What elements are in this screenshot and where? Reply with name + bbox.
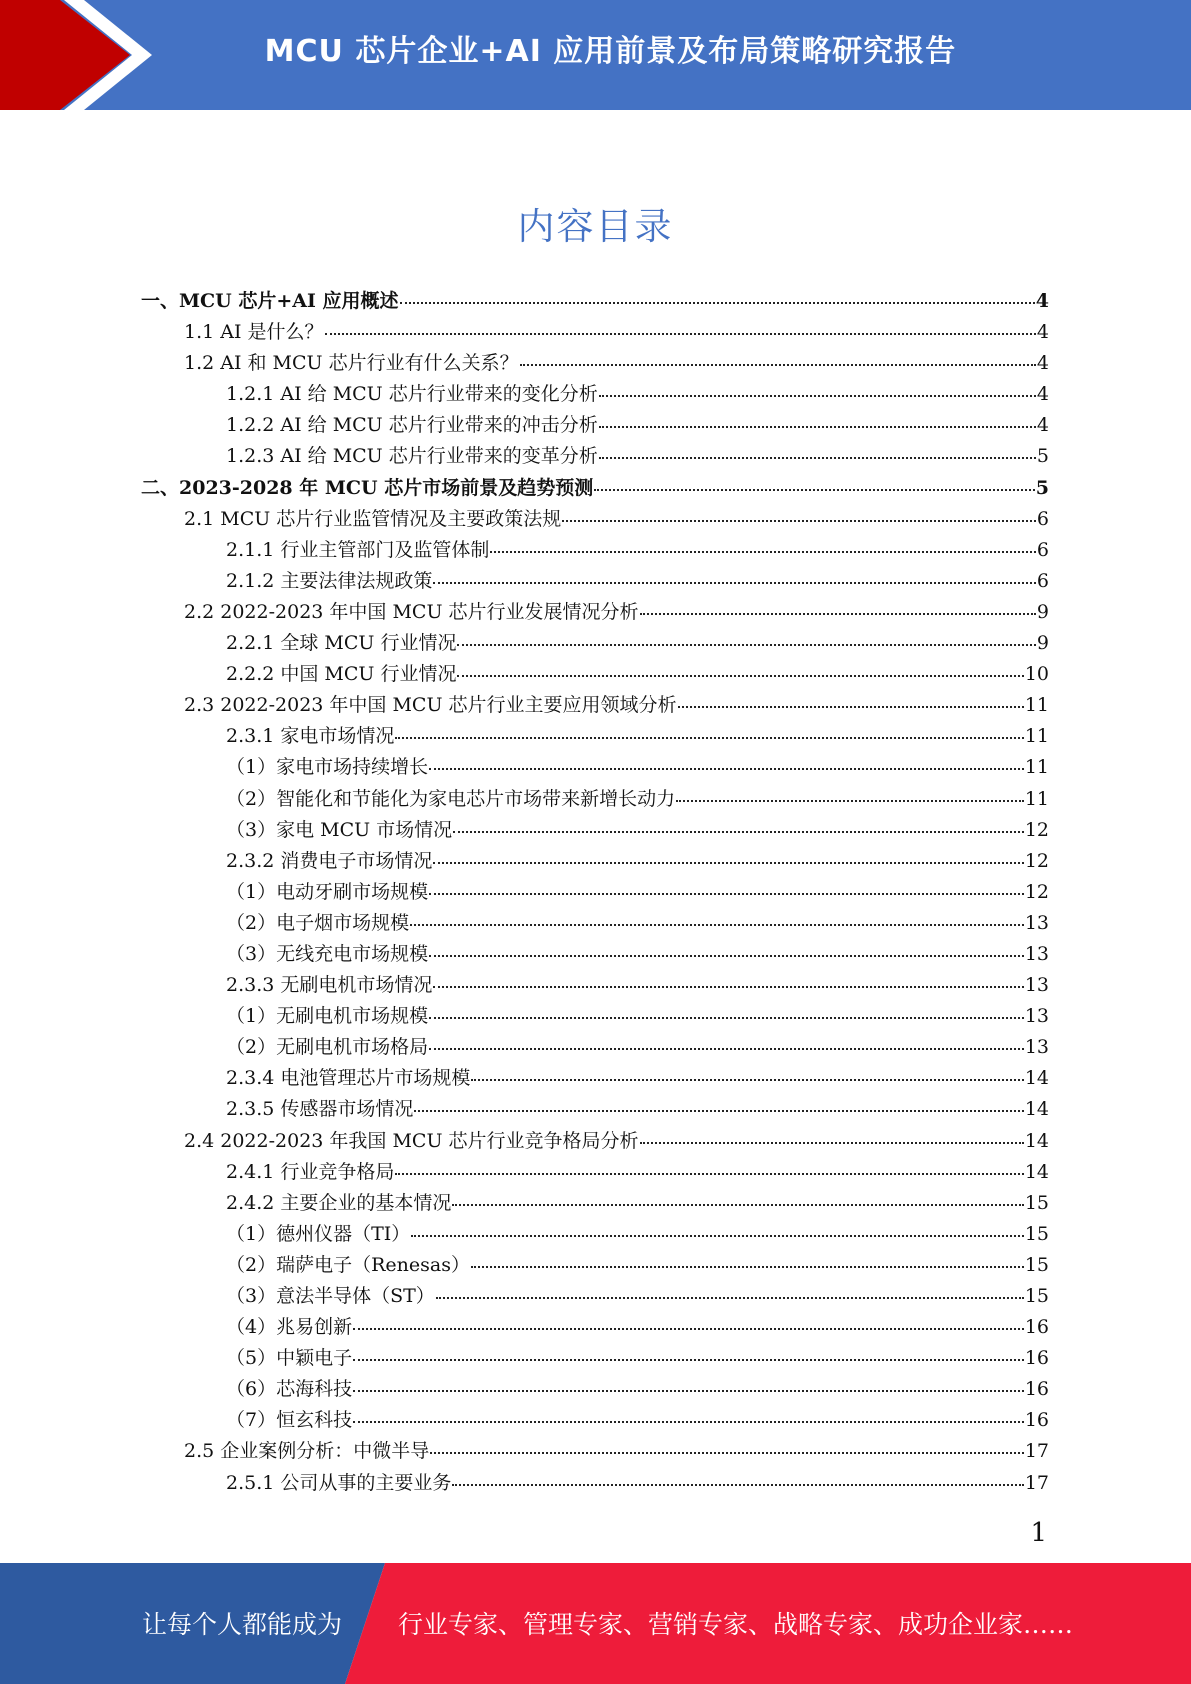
toc-entry-page: 4 — [1035, 290, 1049, 312]
toc-entry[interactable] — [141, 1343, 1049, 1374]
toc-entry[interactable] — [141, 348, 1049, 379]
toc-dot-leader — [433, 862, 1023, 864]
toc-entry-page: 10 — [1024, 663, 1049, 686]
toc-entry-page: 4 — [1036, 352, 1049, 375]
toc-dot-leader — [599, 395, 1036, 397]
toc-entry[interactable] — [141, 628, 1049, 659]
toc-dot-leader — [471, 1266, 1024, 1268]
toc-entry-title: 2.1.1 行业主管部门及监管体制 — [226, 538, 490, 561]
toc-dot-leader — [457, 675, 1023, 677]
toc-dot-leader — [395, 1173, 1023, 1175]
toc-entry-title: 1.2.1 AI 给 MCU 芯片行业带来的变化分析 — [226, 383, 598, 406]
toc-dot-leader — [471, 1079, 1023, 1081]
toc-entry[interactable] — [141, 877, 1049, 908]
toc-entry-page: 17 — [1024, 1471, 1049, 1494]
toc-entry-page: 13 — [1024, 942, 1049, 965]
toc-entry-page: 12 — [1024, 818, 1049, 841]
toc-entry[interactable] — [141, 815, 1049, 846]
toc-dot-leader — [414, 1110, 1023, 1112]
toc-entry-title: （1）家电市场持续增长 — [226, 756, 429, 779]
toc-entry[interactable] — [141, 690, 1049, 721]
toc-entry-title: 2.3.5 传感器市场情况 — [226, 1098, 414, 1121]
toc-entry-page: 12 — [1024, 880, 1049, 903]
toc-dot-leader — [457, 644, 1035, 646]
toc-entry-title: （3）家电 MCU 市场情况 — [226, 818, 453, 841]
toc-entry-title: 1.2.3 AI 给 MCU 芯片行业带来的变革分析 — [226, 445, 598, 468]
toc-dot-leader — [429, 768, 1024, 770]
toc-entry[interactable] — [141, 1281, 1049, 1312]
toc-entry-page: 17 — [1024, 1440, 1049, 1463]
toc-entry-title: 2.5.1 公司从事的主要业务 — [226, 1471, 452, 1494]
toc-entry[interactable] — [141, 659, 1049, 690]
toc-dot-leader — [411, 1235, 1024, 1237]
toc-entry-title: 2.3.3 无刷电机市场情况 — [226, 974, 433, 997]
report-title: MCU 芯片企业+AI 应用前景及布局策略研究报告 — [264, 34, 957, 69]
toc-entry[interactable] — [141, 504, 1049, 535]
header-red-arrow — [0, 0, 130, 110]
toc-entry-page: 13 — [1024, 911, 1049, 934]
toc-entry-page: 11 — [1024, 725, 1049, 748]
toc-dot-leader — [433, 986, 1023, 988]
toc-entry-title: （2）瑞萨电子（Renesas） — [226, 1253, 470, 1276]
toc-entry-title: 1.2 AI 和 MCU 芯片行业有什么关系？ — [184, 352, 519, 375]
toc-entry-page: 13 — [1024, 1005, 1049, 1028]
toc-entry[interactable] — [141, 473, 1049, 504]
toc-entry-title: 2.3.1 家电市场情况 — [226, 725, 395, 748]
toc-dot-leader — [353, 1421, 1024, 1423]
toc-entry-page: 16 — [1024, 1316, 1049, 1339]
toc-entry[interactable] — [141, 410, 1049, 441]
toc-entry[interactable] — [141, 784, 1049, 815]
toc-dot-leader — [436, 1297, 1024, 1299]
toc-entry[interactable] — [141, 1001, 1049, 1032]
toc-entry-title: 2.2.1 全球 MCU 行业情况 — [226, 632, 457, 655]
toc-entry[interactable] — [141, 1157, 1049, 1188]
toc-entry-page: 16 — [1024, 1378, 1049, 1401]
toc-entry-page: 14 — [1024, 1098, 1049, 1121]
footer-banner — [0, 1563, 1191, 1684]
toc-entry-title: （7）恒玄科技 — [226, 1409, 353, 1432]
toc-entry-page: 11 — [1024, 756, 1049, 779]
toc-entry[interactable] — [141, 441, 1049, 472]
toc-dot-leader — [429, 955, 1024, 957]
table-of-contents — [141, 286, 1049, 1499]
toc-entry-title: 2.5 企业案例分析：中微半导 — [184, 1440, 430, 1463]
toc-entry[interactable] — [141, 1374, 1049, 1405]
toc-entry-title: （2）电子烟市场规模 — [226, 911, 410, 934]
toc-entry-page: 15 — [1024, 1191, 1049, 1214]
toc-dot-leader — [599, 457, 1036, 459]
toc-entry[interactable] — [141, 721, 1049, 752]
toc-dot-leader — [640, 613, 1036, 615]
toc-entry-page: 13 — [1024, 1036, 1049, 1059]
toc-entry[interactable] — [141, 286, 1049, 317]
toc-entry-page: 15 — [1024, 1222, 1049, 1245]
toc-entry-title: 1.2.2 AI 给 MCU 芯片行业带来的冲击分析 — [226, 414, 598, 437]
toc-entry[interactable] — [141, 379, 1049, 410]
toc-entry-page: 9 — [1036, 600, 1049, 623]
toc-entry-title: 2.2 2022-2023 年中国 MCU 芯片行业发展情况分析 — [184, 600, 639, 623]
toc-entry-page: 13 — [1024, 974, 1049, 997]
toc-entry[interactable] — [141, 752, 1049, 783]
toc-dot-leader — [594, 489, 1035, 491]
toc-dot-leader — [353, 1390, 1024, 1392]
toc-entry-title: （6）芯海科技 — [226, 1378, 353, 1401]
toc-dot-leader — [452, 1204, 1023, 1206]
toc-dot-leader — [325, 333, 1036, 335]
toc-entry-title: （1）电动牙刷市场规模 — [226, 880, 429, 903]
toc-dot-leader — [520, 364, 1036, 366]
toc-entry-page: 15 — [1024, 1285, 1049, 1307]
toc-entry-title: 2.3 2022-2023 年中国 MCU 芯片行业主要应用领域分析 — [184, 694, 677, 717]
toc-dot-leader — [452, 1484, 1023, 1486]
toc-entry[interactable] — [141, 1405, 1049, 1436]
toc-entry-page: 9 — [1036, 632, 1049, 655]
footer-slogan-right: 行业专家、管理专家、营销专家、战略专家、成功企业家…… — [398, 1610, 1074, 1639]
toc-entry-title: （3）意法半导体（ST） — [226, 1285, 435, 1307]
toc-heading: 内容目录 — [517, 205, 674, 248]
toc-entry-title: 2.3.4 电池管理芯片市场规模 — [226, 1067, 471, 1090]
toc-entry-title: 一、MCU 芯片+AI 应用概述 — [141, 290, 399, 312]
toc-entry[interactable] — [141, 846, 1049, 877]
toc-entry-page: 16 — [1024, 1409, 1049, 1432]
toc-entry[interactable] — [141, 1436, 1049, 1467]
toc-entry-title: 2.2.2 中国 MCU 行业情况 — [226, 663, 457, 686]
toc-entry[interactable] — [141, 317, 1049, 348]
toc-entry-title: （2）智能化和节能化为家电芯片市场带来新增长动力 — [226, 787, 676, 810]
toc-entry-page: 12 — [1024, 849, 1049, 872]
toc-dot-leader — [429, 893, 1024, 895]
toc-dot-leader — [676, 800, 1024, 802]
toc-entry-title: 2.1 MCU 芯片行业监管情况及主要政策法规 — [184, 507, 562, 530]
toc-entry[interactable] — [141, 1126, 1049, 1157]
toc-entry-page: 6 — [1036, 507, 1049, 530]
toc-entry[interactable] — [141, 1063, 1049, 1094]
toc-entry[interactable] — [141, 908, 1049, 939]
toc-dot-leader — [410, 924, 1024, 926]
toc-entry-page: 5 — [1035, 476, 1049, 499]
toc-dot-leader — [433, 582, 1036, 584]
toc-entry-title: （5）中颖电子 — [226, 1347, 353, 1370]
toc-entry[interactable] — [141, 597, 1049, 628]
toc-entry[interactable] — [141, 939, 1049, 970]
toc-dot-leader — [429, 1017, 1024, 1019]
toc-entry-title: 2.4.1 行业竞争格局 — [226, 1160, 395, 1183]
toc-dot-leader — [678, 706, 1024, 708]
toc-entry-title: 2.1.2 主要法律法规政策 — [226, 569, 433, 592]
toc-dot-leader — [490, 551, 1036, 553]
page-number: 1 — [1030, 1518, 1047, 1548]
toc-entry-page: 4 — [1036, 321, 1049, 344]
toc-entry-page: 4 — [1036, 383, 1049, 406]
toc-entry[interactable] — [141, 1468, 1049, 1499]
toc-entry[interactable] — [141, 1250, 1049, 1281]
toc-entry-page: 5 — [1036, 445, 1049, 468]
toc-entry[interactable] — [141, 1094, 1049, 1125]
toc-entry-page: 6 — [1036, 569, 1049, 592]
toc-entry[interactable] — [141, 566, 1049, 597]
toc-entry-title: （2）无刷电机市场格局 — [226, 1036, 429, 1059]
toc-entry-title: （1）德州仪器（TI） — [226, 1222, 411, 1245]
toc-dot-leader — [395, 737, 1023, 739]
toc-dot-leader — [353, 1328, 1024, 1330]
toc-dot-leader — [430, 1452, 1024, 1454]
toc-entry-page: 15 — [1024, 1253, 1049, 1276]
toc-entry-title: （4）兆易创新 — [226, 1316, 353, 1339]
toc-entry-page: 11 — [1024, 694, 1049, 717]
toc-entry-title: 1.1 AI 是什么？ — [184, 321, 324, 344]
toc-entry-title: （1）无刷电机市场规模 — [226, 1005, 429, 1028]
toc-entry-title: 二、2023-2028 年 MCU 芯片市场前景及趋势预测 — [141, 476, 594, 499]
toc-dot-leader — [400, 302, 1035, 304]
toc-entry-page: 14 — [1024, 1067, 1049, 1090]
footer-slogan-left: 让每个人都能成为 — [142, 1610, 343, 1639]
toc-entry[interactable] — [141, 1219, 1049, 1250]
toc-entry[interactable] — [141, 970, 1049, 1001]
toc-dot-leader — [599, 426, 1036, 428]
toc-entry-title: （3）无线充电市场规模 — [226, 942, 429, 965]
toc-entry-page: 14 — [1024, 1129, 1049, 1152]
toc-entry-page: 14 — [1024, 1160, 1049, 1183]
header-banner — [0, 0, 1191, 110]
toc-entry-page: 11 — [1024, 787, 1049, 810]
toc-dot-leader — [453, 831, 1024, 833]
toc-entry-title: 2.4 2022-2023 年我国 MCU 芯片行业竞争格局分析 — [184, 1129, 639, 1152]
toc-entry-page: 6 — [1036, 538, 1049, 561]
toc-dot-leader — [640, 1142, 1024, 1144]
toc-entry-title: 2.4.2 主要企业的基本情况 — [226, 1191, 452, 1214]
toc-dot-leader — [353, 1359, 1024, 1361]
toc-entry-page: 4 — [1036, 414, 1049, 437]
toc-entry-title: 2.3.2 消费电子市场情况 — [226, 849, 433, 872]
toc-entry[interactable] — [141, 1032, 1049, 1063]
toc-entry[interactable] — [141, 1312, 1049, 1343]
toc-entry[interactable] — [141, 1188, 1049, 1219]
toc-entry-page: 16 — [1024, 1347, 1049, 1370]
toc-dot-leader — [562, 520, 1036, 522]
toc-entry[interactable] — [141, 535, 1049, 566]
toc-dot-leader — [429, 1048, 1024, 1050]
